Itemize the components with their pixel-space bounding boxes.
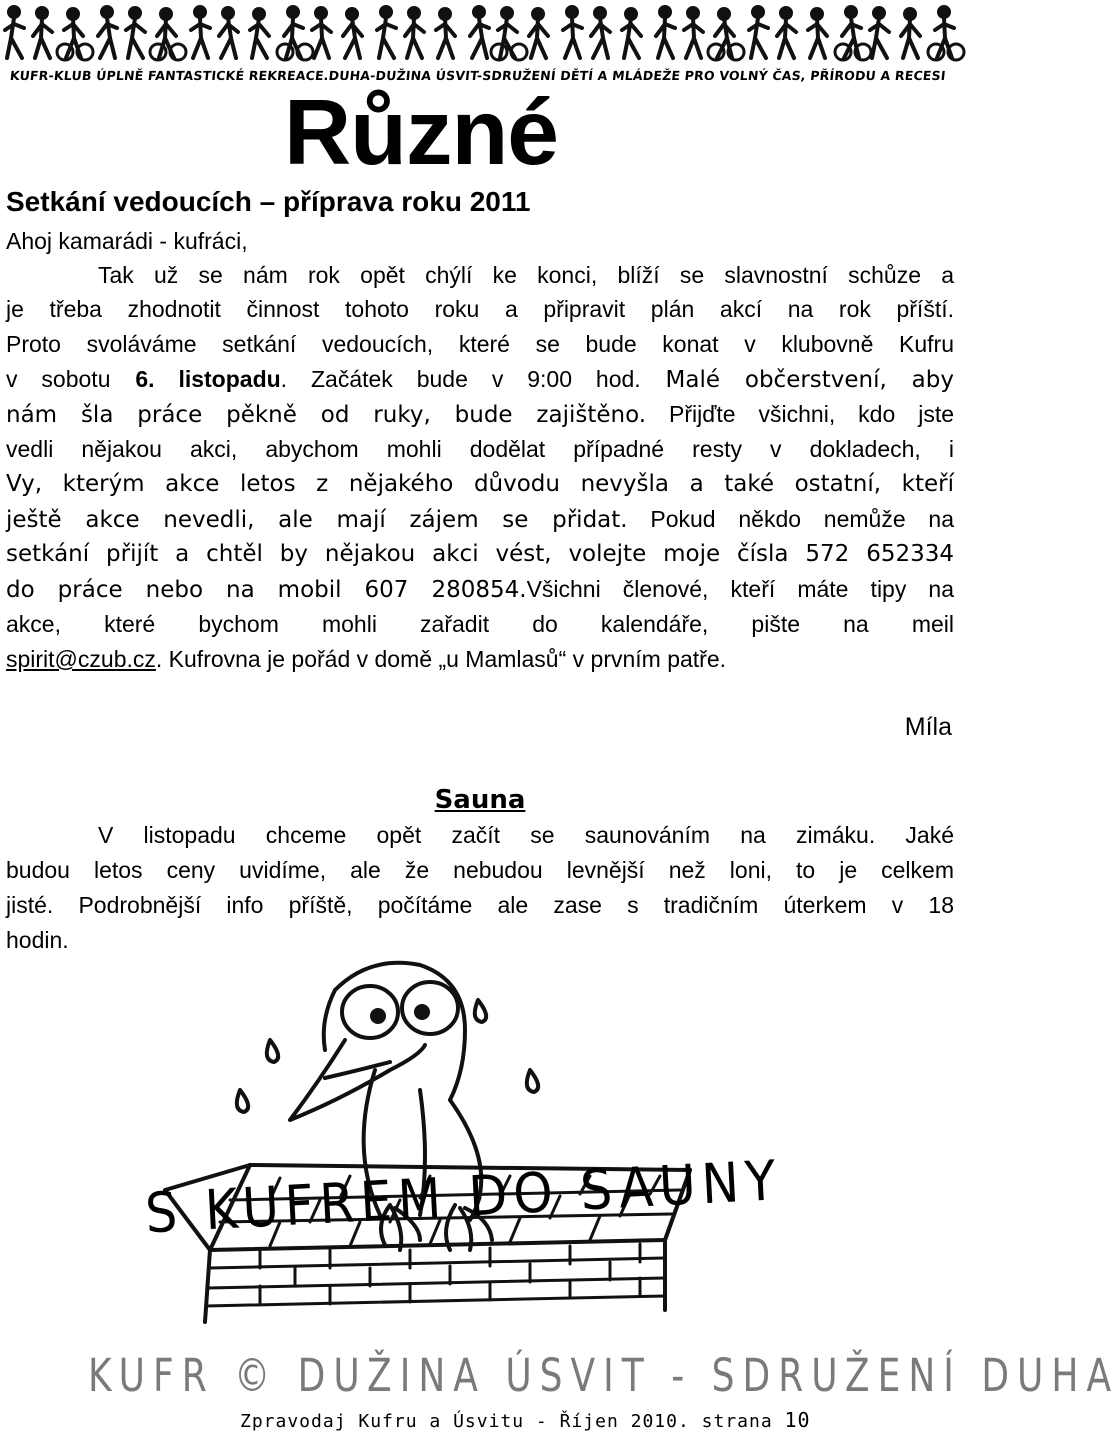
pictogram-figure-icon [749, 7, 768, 58]
pictogram-figure-icon [563, 7, 582, 58]
footer-logo: KUFR © DUŽINA ÚSVIT - SDRUŽENÍ DUHA [88, 1350, 1119, 1403]
paragraph-line [6, 642, 954, 677]
paragraph-line: budou letos ceny uvidíme, ale že nebudou levnější než loni, to je celkem [6, 857, 954, 883]
sauna-bird-illustration [120, 950, 840, 1330]
pictogram-figure-icon [684, 8, 703, 58]
pictogram-figure-icon [126, 8, 145, 58]
pictogram-figure-icon [312, 8, 331, 58]
pictogram-figure-icon [343, 9, 362, 58]
paragraph-line [6, 397, 954, 433]
pictogram-figure-icon [491, 8, 527, 60]
pictogram-figure-icon [98, 7, 117, 58]
paragraph-line: V listopadu chceme opět začít se saunováním na zimáku. Jaké [98, 822, 954, 848]
footer-line [240, 1408, 811, 1434]
paragraph-line: akce, které bychom mohli zařadit do kalendáře, pište na meil [6, 611, 954, 637]
greeting: Ahoj kamarádi - kufráci, [6, 228, 248, 254]
author-signature: Míla [904, 713, 952, 741]
text-segment: do práce nebo na mobil 607 280854. [6, 577, 527, 603]
page-title: Různé [284, 80, 558, 184]
paragraph-line: jisté. Podrobnější info příště, počítáme ale zase s tradičním úterkem v 18 [6, 892, 954, 918]
paragraph-line: Vy, kterým akce letos z nějakého důvodu nevyšla a také ostatní, kteří [6, 471, 954, 497]
paragraph-line: vedli nějakou akci, abychom mohli dodělat případné resty v dokladech, i [6, 436, 954, 462]
pictogram-figure-icon [191, 7, 210, 58]
sauna-heading-text: Sauna [434, 785, 526, 815]
pictogram-figure-icon [777, 8, 796, 58]
article-heading: Setkání vedoucích – příprava roku 2011 [6, 186, 531, 217]
pictogram-figure-icon [436, 9, 455, 58]
pictogram-figure-icon [405, 8, 424, 58]
pictogram-figure-icon [591, 8, 610, 58]
pictogram-figure-icon [708, 9, 744, 60]
pictogram-figure-icon [277, 7, 313, 60]
paragraph-line [6, 502, 954, 538]
pictogram-figure-icon [250, 9, 269, 58]
pictogram-figure-icon [835, 7, 871, 60]
pictogram-figure-icon [33, 8, 52, 58]
pictogram-figure-icon [377, 7, 396, 58]
paragraph-line [6, 572, 954, 608]
pictogram-figure-icon [150, 9, 186, 60]
pictogram-figure-icon [219, 8, 238, 58]
text-segment: v sobotu [6, 366, 111, 392]
pictogram-figure-icon [901, 9, 920, 58]
text-segment: . Začátek bude v 9:00 hod. [280, 366, 641, 392]
pictogram-figure-icon [5, 7, 24, 58]
pictogram-figure-icon [870, 8, 889, 58]
text-segment: Přijďte všichni, kdo jste [646, 401, 955, 427]
pictogram-figure-icon [808, 9, 827, 58]
email-link[interactable]: spirit@czub.cz [6, 646, 156, 672]
paragraph-line: je třeba zhodnotit činnost tohoto roku a připravit plán akcí na rok příští. [6, 296, 954, 322]
pictogram-figure-icon [928, 7, 964, 60]
drawing-caption: S KUFREM DO SAUNY [143, 1148, 784, 1246]
banner-caption: KUFR-KLUB ÚPLNĚ FANTASTICKÉ REKREACE.DUHA-DUŽINA ÚSVIT-SDRUŽENÍ DĚTÍ A MLÁDEŽE PRO VOLNÝ ČAS, PŘÍRODU A RECESI [9, 68, 947, 83]
text-segment: Všichni členové, kteří máte tipy na [526, 576, 955, 602]
pictogram-figure-icon [529, 9, 548, 58]
meeting-date: 6. listopadu [135, 366, 281, 392]
pictogram-strip-icon [0, 0, 960, 66]
newsletter-info: Zpravodaj Kufru a Úsvitu - Říjen 2010. strana [240, 1411, 773, 1432]
page-number: 10 [784, 1408, 811, 1432]
text-segment: . Kufrovna je pořád v domě „u Mamlasů“ v prvním patře. [155, 646, 727, 672]
text-segment: Pokud někdo nemůže na [627, 506, 954, 532]
pictogram-figure-icon [622, 9, 641, 58]
pictogram-figure-icon [57, 9, 93, 60]
paragraph-line: Tak už se nám rok opět chýlí ke konci, blíží se slavnostní schůze a [98, 262, 954, 288]
text-segment: Malé občerstvení, aby [640, 367, 954, 393]
text-segment: nám šla práce pěkně od ruky, bude zajištěno. [6, 402, 647, 428]
paragraph-line: setkání přijít a chtěl by nějakou akci vést, volejte moje čísla 572 652334 [6, 541, 954, 567]
pictogram-figure-icon [470, 7, 489, 58]
pictogram-figure-icon [656, 7, 675, 58]
sauna-heading [0, 782, 960, 818]
paragraph-line: hodin. [6, 927, 69, 953]
paragraph-line [6, 362, 954, 398]
paragraph-line: Proto svoláváme setkání vedoucích, které se bude konat v klubovně Kufru [6, 331, 954, 357]
text-segment: ještě akce nevedli, ale mají zájem se přidat. [6, 507, 628, 533]
